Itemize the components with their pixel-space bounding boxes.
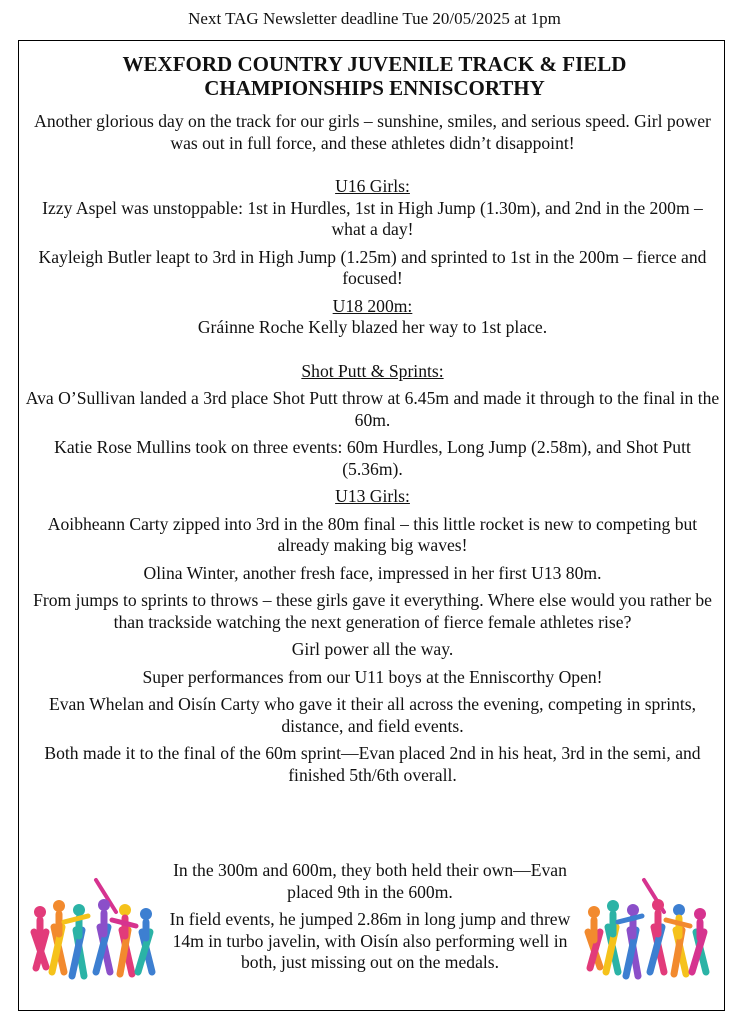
u16-heading: U16 Girls: <box>335 176 410 196</box>
athletes-illustration-left <box>24 872 162 990</box>
shot-katie-paragraph: Katie Rose Mullins took on three events: 60m Hurdles, Long Jump (2.58m), and Shot Putt (5.36m). <box>54 437 691 479</box>
title-line-1: WEXFORD COUNTRY JUVENILE TRACK & FIELD <box>122 52 627 76</box>
u13-olina-paragraph: Olina Winter, another fresh face, impressed in her first U13 80m. <box>143 562 602 583</box>
shot-putt-heading: Shot Putt & Sprints: <box>301 360 444 381</box>
athletes-illustration-right <box>578 872 716 990</box>
u18-grainne-paragraph: Gráinne Roche Kelly blazed her way to 1st place. <box>197 317 548 337</box>
u11-field-paragraph: In field events, he jumped 2.86m in long jump and threw 14m in turbo javelin, with Oisín also performing well in both, just missing out on the medals. <box>169 909 571 972</box>
narrow-column <box>160 860 580 974</box>
title-line-2: CHAMPIONSHIPS ENNISCORTHY <box>204 76 545 100</box>
u13-aoibheann-paragraph: Aoibheann Carty zipped into 3rd in the 80m final – this little rocket is new to competing but already making big waves! <box>47 513 698 555</box>
u13-heading: U13 Girls: <box>335 486 410 506</box>
article-title <box>30 52 719 100</box>
u11-intro-paragraph: Super performances from our U11 boys at the Enniscorthy Open! <box>142 666 603 687</box>
girl-power-line: Girl power all the way. <box>291 639 454 659</box>
u11-boys-paragraph: Evan Whelan and Oisín Carty who gave it their all across the evening, competing in sprints, distance, and field events. <box>48 694 697 736</box>
shot-ava-paragraph: Ava O’Sullivan landed a 3rd place Shot Putt throw at 6.45m and made it through to the final in the 60m. <box>25 388 720 430</box>
u16-kayleigh-paragraph: Kayleigh Butler leapt to 3rd in High Jump (1.25m) and sprinted to 1st in the 200m – fierce and focused! <box>38 246 707 288</box>
u11-300-600-paragraph: In the 300m and 600m, they both held their own—Evan placed 9th in the 600m. <box>173 860 567 902</box>
article-body <box>24 111 721 786</box>
wrapup-paragraph: From jumps to sprints to throws – these girls gave it everything. Where else would you rather be than trackside watching the next generation of fierce female athletes rise? <box>33 590 712 632</box>
u16-izzy-paragraph: Izzy Aspel was unstoppable: 1st in Hurdles, 1st in High Jump (1.30m), and 2nd in the 200m – what a day! <box>42 197 703 239</box>
newsletter-deadline: Next TAG Newsletter deadline Tue 20/05/2025 at 1pm <box>188 9 561 28</box>
u11-sprint-paragraph: Both made it to the final of the 60m sprint—Evan placed 2nd in his heat, 3rd in the semi, and finished 5th/6th overall. <box>44 743 701 785</box>
intro-paragraph: Another glorious day on the track for our girls – sunshine, smiles, and serious speed. Girl power was out in full force, and these athletes didn’t disappoint! <box>34 111 711 153</box>
u18-heading: U18 200m: <box>332 295 413 316</box>
